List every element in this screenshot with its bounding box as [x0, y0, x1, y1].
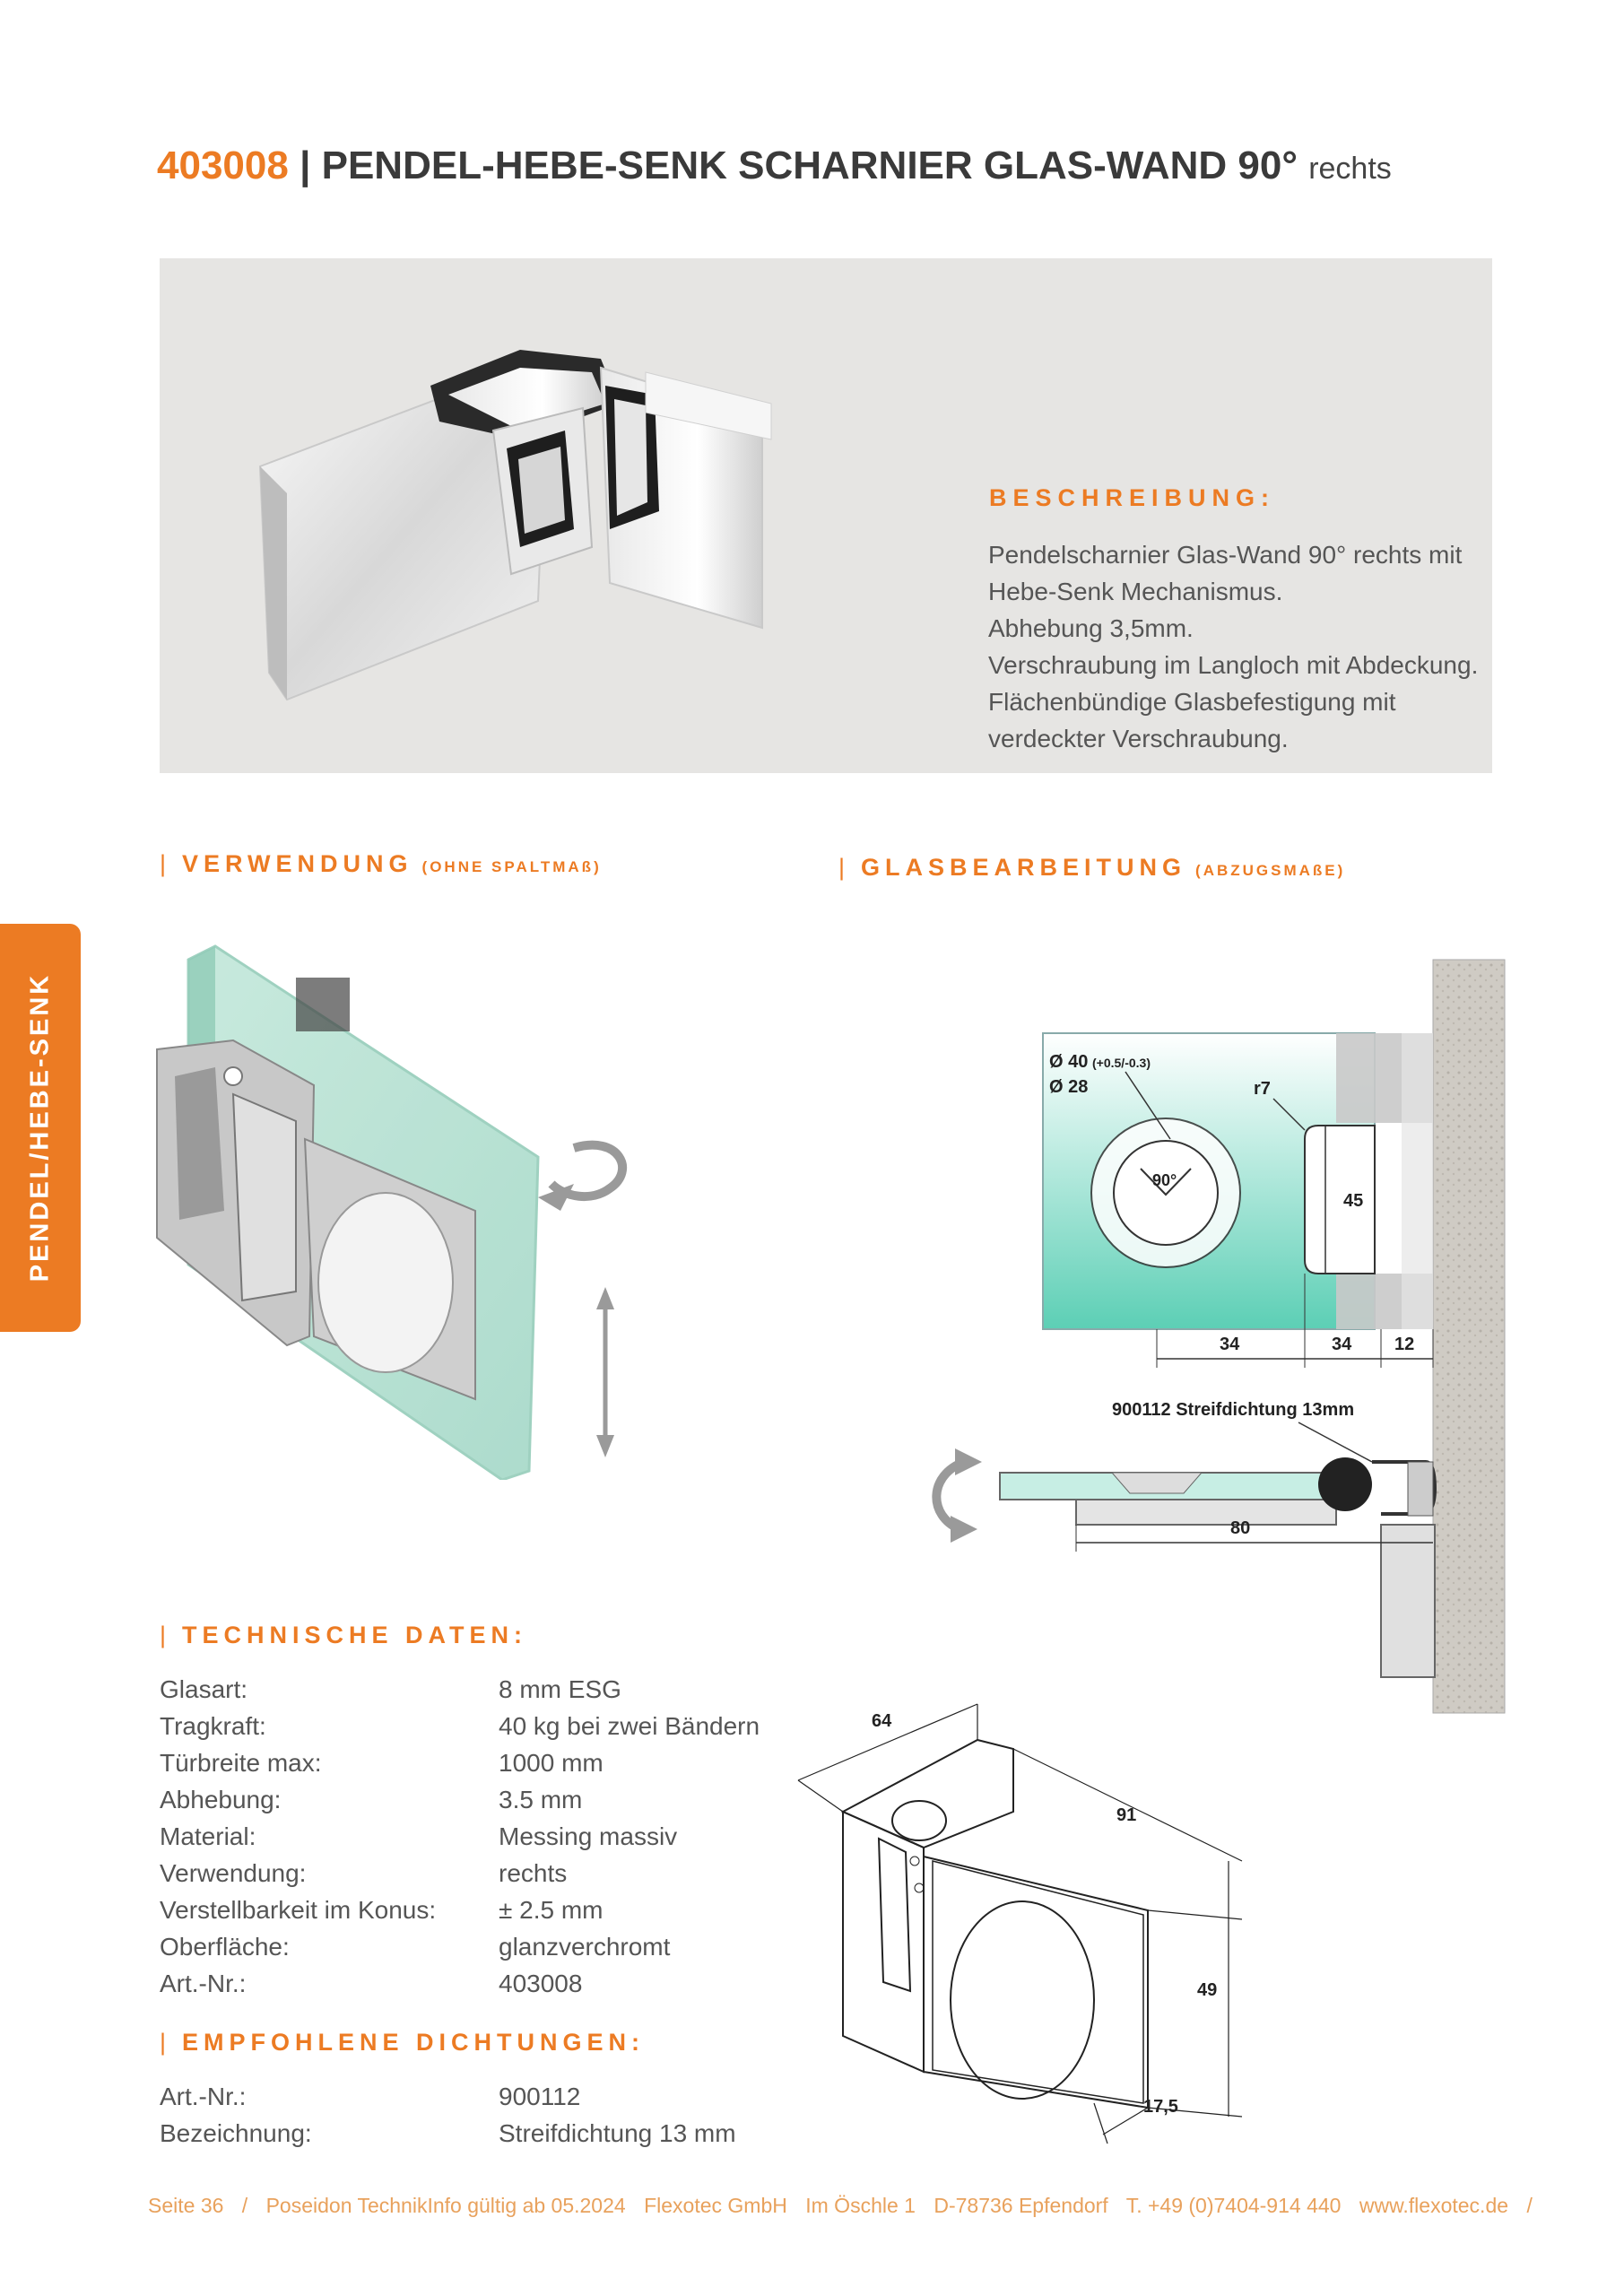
spec-label: Glasart:	[160, 1675, 248, 1703]
dim-34a-label: 34	[1220, 1335, 1240, 1354]
dimension-drawing	[789, 1695, 1291, 2161]
footer-website[interactable]: www.flexotec.de	[1359, 2194, 1509, 2217]
product-photo	[251, 332, 825, 709]
footer-separator: /	[241, 2194, 248, 2217]
section-heading-seals: | EMPFOHLENE DICHTUNGEN:	[160, 2029, 646, 2056]
page-footer	[148, 2194, 1545, 2218]
spec-value: 3.5 mm	[499, 1786, 583, 1813]
spec-label: Bezeichnung:	[160, 2119, 312, 2147]
spec-value: 8 mm ESG	[499, 1675, 621, 1703]
spec-value: rechts	[499, 1859, 568, 1887]
description-heading: BESCHREIBUNG:	[989, 484, 1276, 511]
hole-dia-outer-label: Ø 40	[1049, 1052, 1089, 1072]
title-suffix: rechts	[1308, 152, 1392, 186]
spec-label: Art.-Nr.:	[160, 1970, 247, 1997]
footer-separator: /	[1526, 2194, 1533, 2217]
spec-value: 40 kg bei zwei Bändern	[499, 1712, 760, 1740]
dim-12-label: 12	[1394, 1335, 1415, 1354]
footer-phone: T. +49 (0)7404-914 440	[1125, 2194, 1342, 2217]
article-number: 403008	[157, 144, 289, 187]
dim-64-label: 64	[872, 1711, 892, 1731]
seals-title: EMPFOHLENE DICHTUNGEN:	[182, 2029, 646, 2056]
title-text: PENDEL-HEBE-SENK SCHARNIER GLAS-WAND 90°	[321, 144, 1298, 187]
spec-value: 403008	[499, 1970, 583, 1997]
spec-value: 900112	[499, 2083, 581, 2110]
section-heading-technical: | TECHNISCHE DATEN:	[160, 1622, 528, 1648]
usage-subtitle: (OHNE SPALTMAß)	[421, 858, 602, 875]
hole-dia-inner-label: Ø 28	[1049, 1077, 1089, 1097]
spec-label: Tragkraft:	[160, 1712, 266, 1740]
spec-label: Verstellbarkeit im Konus:	[160, 1896, 437, 1924]
spec-value: Messing massiv	[499, 1822, 678, 1850]
description-line: Pendelscharnier Glas-Wand 90° rechts mit	[988, 541, 1463, 569]
footer-street: Im Öschle 1	[805, 2194, 916, 2217]
spec-value: Streifdichtung 13 mm	[499, 2119, 736, 2147]
radius-label: r7	[1254, 1079, 1271, 1099]
description-line: Flächenbündige Glasbefestigung mit	[988, 688, 1396, 716]
angle-label: 90°	[1152, 1171, 1177, 1189]
spec-label: Art.-Nr.:	[160, 2083, 247, 2110]
spec-value: glanzverchromt	[499, 1933, 671, 1961]
description-text	[988, 536, 1490, 757]
dim-17-5-label: 17,5	[1143, 2097, 1178, 2117]
footer-city: D-78736 Epfendorf	[934, 2194, 1108, 2217]
footer-validity: Poseidon TechnikInfo gültig ab 05.2024	[265, 2194, 626, 2217]
dim-80-label: 80	[1230, 1518, 1251, 1538]
slot-height-label: 45	[1343, 1191, 1364, 1211]
description-line: verdeckter Verschraubung.	[988, 725, 1289, 752]
dim-91-label: 91	[1116, 1805, 1137, 1825]
spec-value: 1000 mm	[499, 1749, 604, 1777]
footer-page: Seite 36	[148, 2194, 224, 2217]
description-line: Verschraubung im Langloch mit Abdeckung.	[988, 651, 1479, 679]
page-title	[157, 144, 1392, 188]
section-heading-glass-processing: | GLASBEARBEITUNG (ABZUGSMAßE)	[838, 854, 1346, 881]
glass-processing-title: GLASBEARBEITUNG	[861, 854, 1187, 881]
description-line: Hebe-Senk Mechanismus.	[988, 578, 1283, 605]
usage-title: VERWENDUNG	[182, 850, 413, 877]
title-separator: |	[300, 144, 311, 187]
spec-label: Verwendung:	[160, 1859, 307, 1887]
spec-value: ± 2.5 mm	[499, 1896, 604, 1924]
footer-company: Flexotec GmbH	[644, 2194, 787, 2217]
glass-processing-subtitle: (ABZUGSMAßE)	[1195, 862, 1346, 879]
dim-34b-label: 34	[1332, 1335, 1352, 1354]
spec-label: Türbreite max:	[160, 1749, 322, 1777]
seal-label: 900112 Streifdichtung 13mm	[1112, 1400, 1355, 1420]
technical-title: TECHNISCHE DATEN:	[182, 1622, 528, 1648]
hole-tolerance-label: (+0.5/-0.3)	[1092, 1056, 1151, 1070]
glass-processing-drawing	[897, 951, 1507, 1722]
side-tab-label: PENDEL/HEBE-SENK	[25, 972, 55, 1283]
usage-illustration	[152, 942, 682, 1480]
spec-label: Material:	[160, 1822, 256, 1850]
spec-label: Abhebung:	[160, 1786, 282, 1813]
dim-49-label: 49	[1197, 1980, 1218, 2000]
category-side-tab	[0, 924, 81, 1332]
description-line: Abhebung 3,5mm.	[988, 614, 1194, 642]
spec-label: Oberfläche:	[160, 1933, 290, 1961]
section-heading-usage: | VERWENDUNG (OHNE SPALTMAß)	[160, 850, 602, 877]
